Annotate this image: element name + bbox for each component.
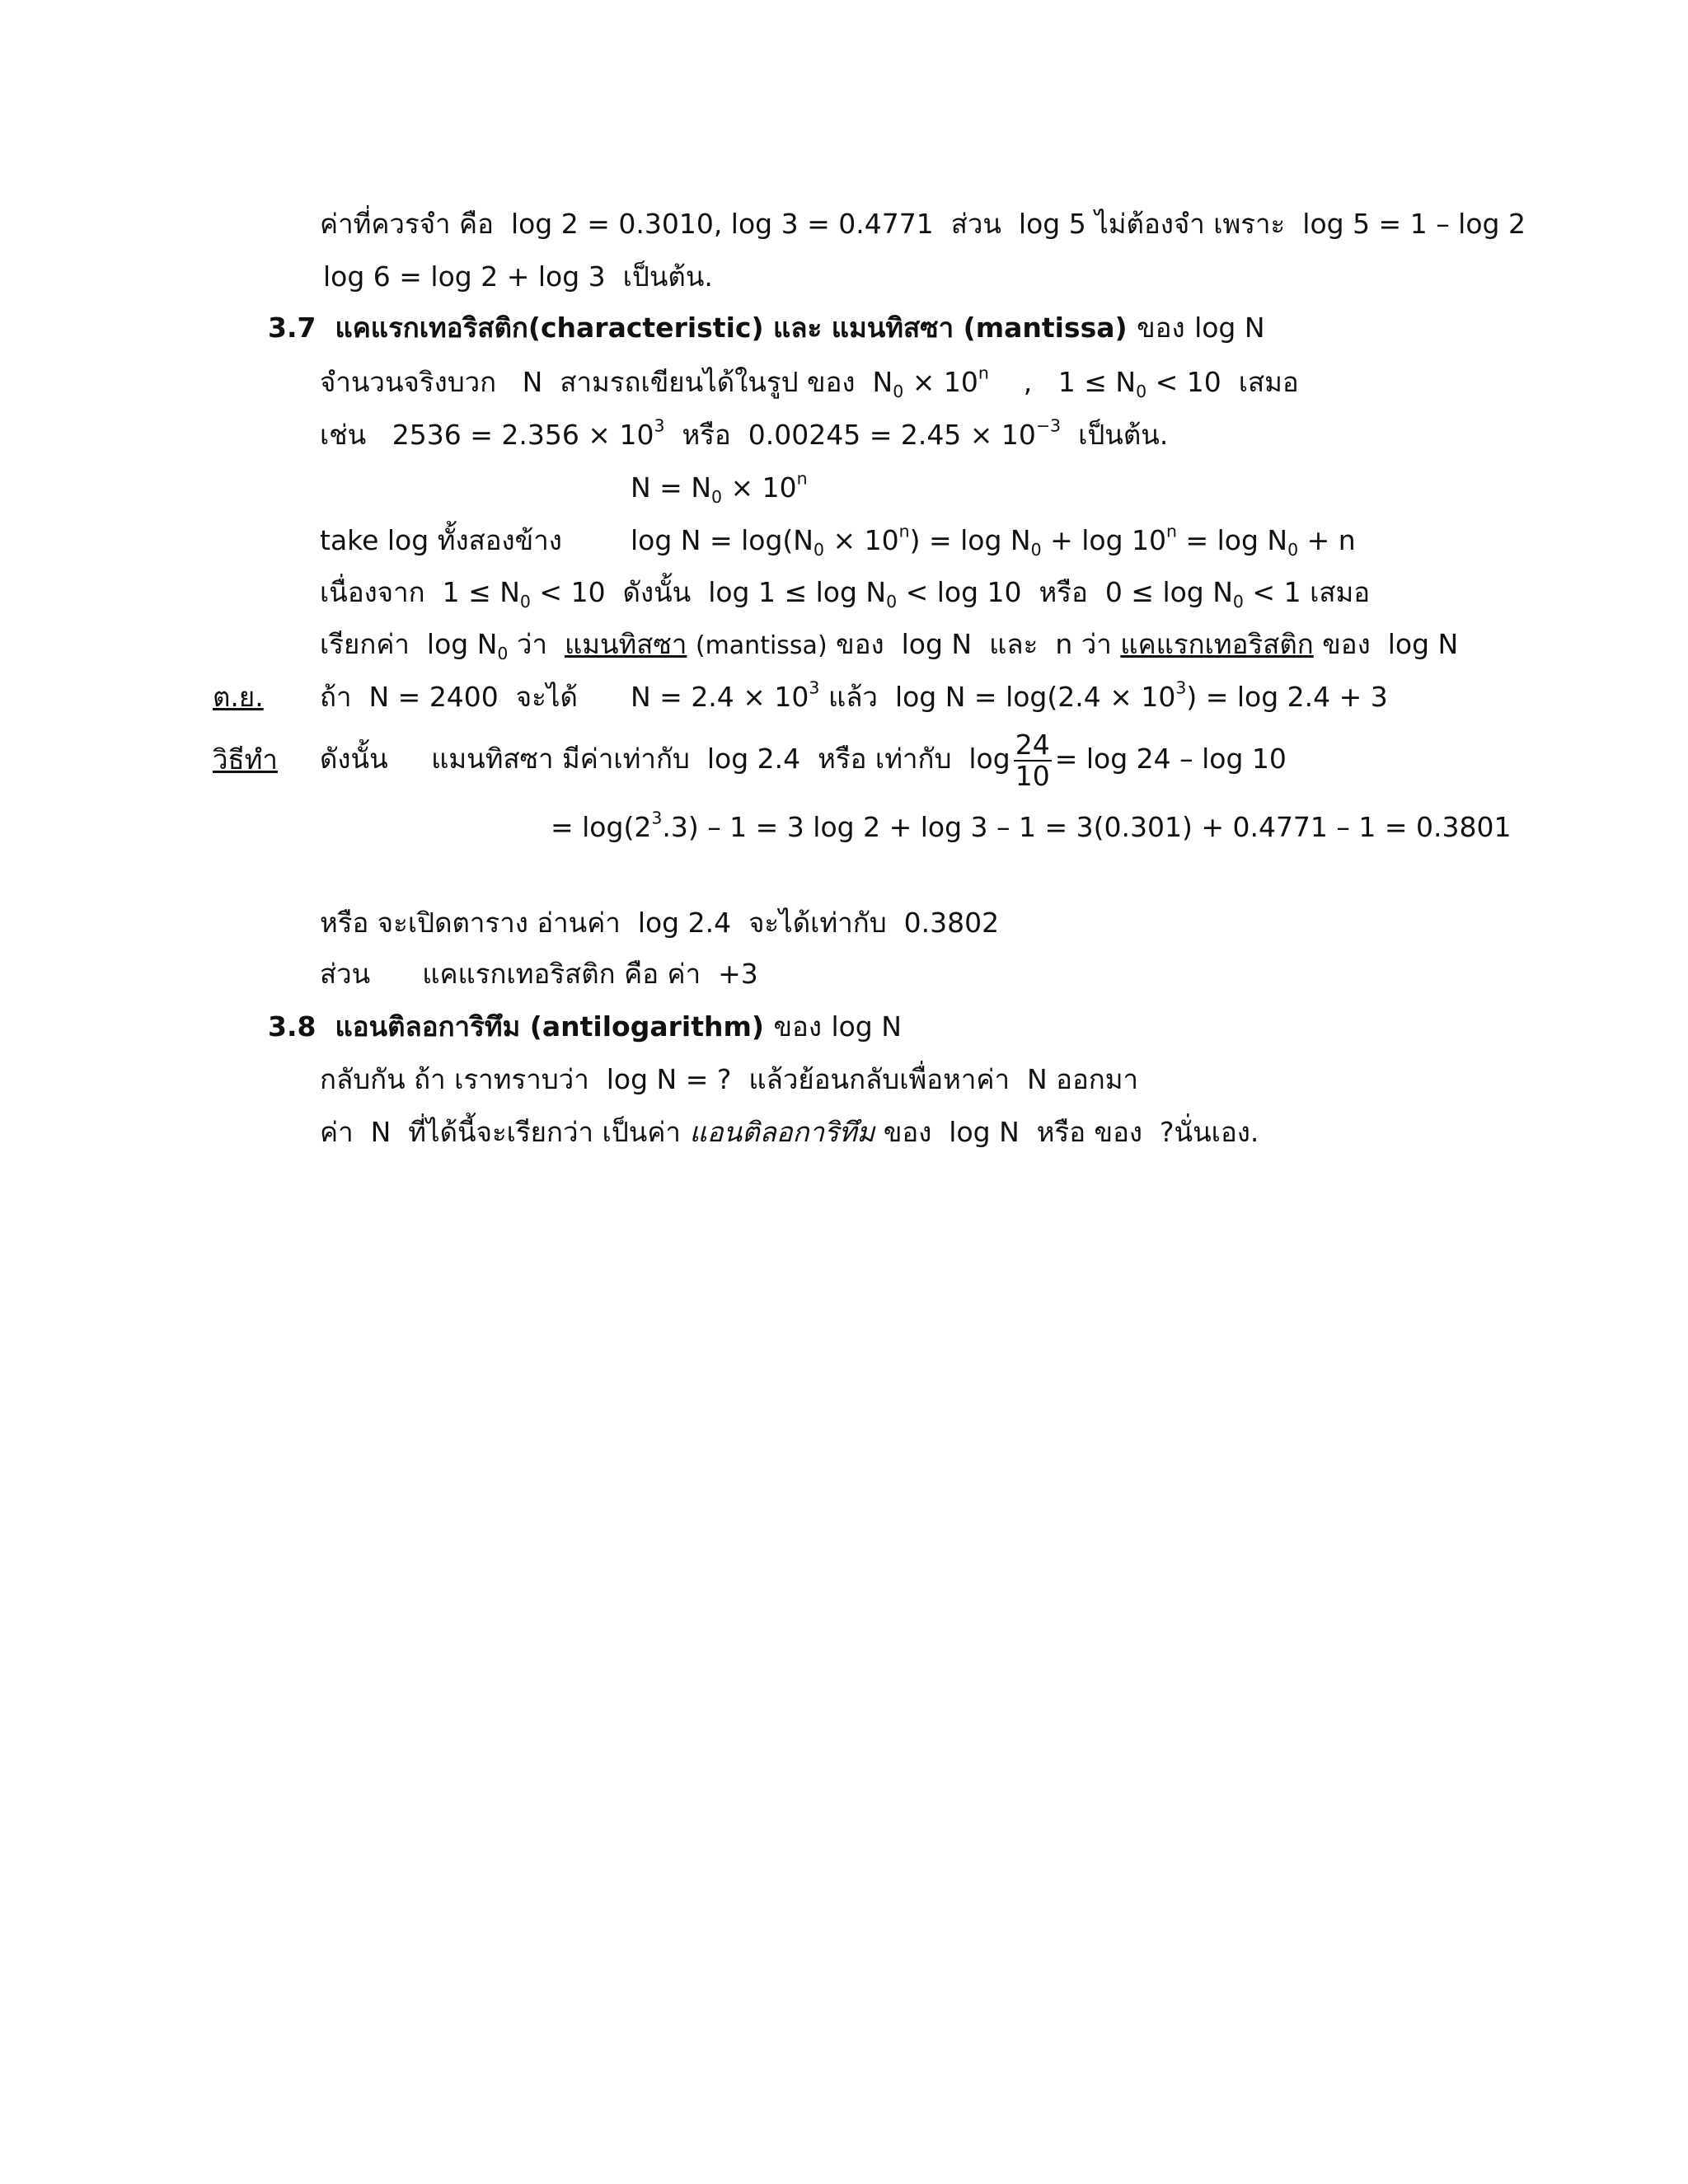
text-line-inverse: กลับกัน ถ้า เราทราบว่า log N = ? แล้วย้อนกลับเพื่อหาค่า N ออกมา bbox=[320, 1063, 1139, 1095]
section-title: แคแรกเทอริสติก(characteristic) และ แมนทิสซา (mantissa) bbox=[335, 312, 1128, 344]
math-000245: $0.00245 = 2.45 \times 10^{-3}$ bbox=[748, 415, 1062, 451]
section-number: 3.7 bbox=[268, 312, 316, 344]
section-heading-3-7: 3.7 แคแรกเทอริสติก(characteristic) และ แมนทิสซา (mantissa) ของ log N bbox=[268, 312, 1265, 344]
math-log5: log 5 = 1 – log 2 bbox=[1302, 208, 1526, 240]
text-line-example: ถ้า N = 2400 จะได้ bbox=[320, 681, 578, 713]
text-line-table-lookup: หรือ จะเปิดตาราง อ่านค่า log 2.4 จะได้เท่ากับ 0.3802 bbox=[320, 907, 1000, 939]
text-line-solution: ดังนั้น แมนทิสซา มีค่าเท่ากับ log 2.4 หรือ เท่ากับ log $\frac{24}{10}$ = log 24 – log 10 bbox=[320, 728, 1287, 792]
math-2536: $2536 = 2.356 \times 10^3$ bbox=[392, 415, 665, 451]
math-example: $N = 2.4 \times 10^3$ แล้ว $\log N = \log(2.4 \times 10^3) = \log 2.4 + 3$ bbox=[631, 677, 1388, 713]
math-log-values: log 2 = 0.3010, log 3 = 0.4771 bbox=[510, 208, 934, 240]
example-label: ต.ย. bbox=[213, 681, 264, 713]
text-line-antilog-definition: ค่า N ที่ได้นี้จะเรียกว่า เป็นค่า แอนติลอการิทึม ของ log N หรือ ของ ?นั่นเอง. bbox=[320, 1116, 1259, 1148]
text-line-scientific-form: จำนวนจริงบวก N สามรถเขียนได้ในรูป ของ $N_0 \times 10^n$ , $1 \le N_0 < 10$ เสมอ bbox=[320, 363, 1299, 402]
math-n0-range: $1 \le N_0 < 10$ bbox=[1057, 366, 1221, 402]
term-mantissa: แมนทิสซา bbox=[564, 628, 687, 660]
section-title: แอนติลอการิทึม (antilogarithm) bbox=[335, 1010, 764, 1043]
fraction-24-over-10: $\frac{24}{10}$ bbox=[1015, 728, 1050, 792]
math-mantissa-calculation: = $\log(2^3.3) - 1 = 3$ log 2 + log 3 – 1 = 3(0.301) + 0.4771 – 1 = 0.3801 bbox=[551, 808, 1512, 843]
text-line-since: เนื่องจาก $1 \le N_0 < 10$ ดังนั้น $\log 1 \le \log N_0 < \log 10$ หรือ $0 \le \log N_0 < 1$ เสมอ bbox=[320, 576, 1371, 612]
math-take-log: $\log N = \log(N_0 \times 10^n) = \log N_0 + \log 10^n = \log N_0 + n$ bbox=[631, 521, 1356, 560]
solution-label: วิธีทำ bbox=[213, 743, 278, 776]
math-n-equation: $N = N_0 \times 10^n$ bbox=[631, 468, 808, 508]
section-number: 3.8 bbox=[268, 1010, 316, 1043]
term-antilogarithm: แอนติลอการิทึม bbox=[689, 1116, 875, 1148]
math-n0-times-10n: $N_0 \times 10^n$ bbox=[872, 363, 989, 402]
section-heading-3-8: 3.8 แอนติลอการิทึม (antilogarithm) ของ log N bbox=[268, 1010, 902, 1043]
text-line-definitions: เรียกค่า $\log N_0$ ว่า แมนทิสซา (mantissa) ของ log N และ n ว่า แคแรกเทอริสติก ของ log N bbox=[320, 628, 1459, 664]
text-line-take-log-label: take log ทั้งสองข้าง bbox=[320, 524, 562, 556]
text-line-log6: log 6 = log 2 + log 3 เป็นต้น. bbox=[323, 260, 713, 293]
term-characteristic: แคแรกเทอริสติก bbox=[1120, 628, 1314, 660]
text-line-log-values: ค่าที่ควรจำ คือ log 2 = 0.3010, log 3 = 0.4771 ส่วน log 5 ไม่ต้องจำ เพราะ log 5 = 1 – log 2 bbox=[320, 208, 1526, 240]
math-log6: log 6 = log 2 + log 3 bbox=[323, 260, 606, 293]
text-line-characteristic-value: ส่วน แคแรกเทอริสติก คือ ค่า +3 bbox=[320, 958, 758, 990]
text-line-examples: เช่น $2536 = 2.356 \times 10^3$ หรือ $0.00245 = 2.45 \times 10^{-3}$ เป็นต้น. bbox=[320, 415, 1169, 451]
